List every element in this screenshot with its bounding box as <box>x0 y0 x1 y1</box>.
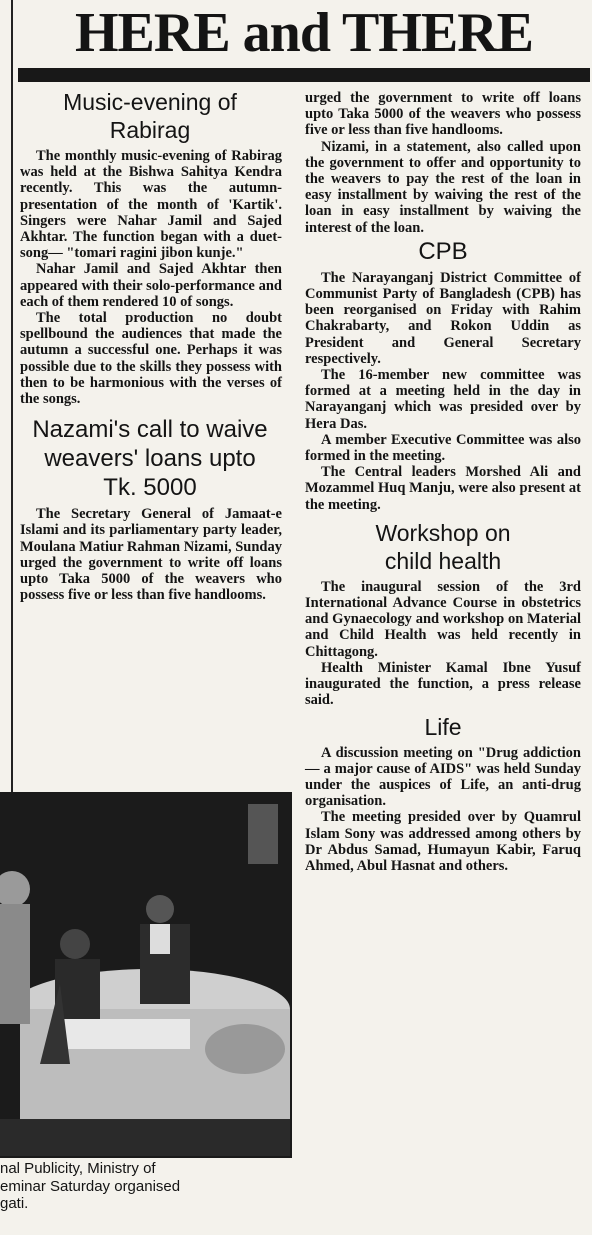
headline-music-evening: Music-evening of Rabirag <box>63 89 237 143</box>
article-paragraph: The monthly music-evening of Rabirag was held at the Bishwa Sahitya Kendra recently. This was the autumn-presentation of the month of 'Kartik'. Singers were Nahar Jamil and Sajed Akhtar. The function began with a duet-song— "tomari ragini jibon kunje." <box>20 148 282 262</box>
headline-nizami: Nazami's call to waive weavers' loans upto Tk. 5000 <box>32 416 268 502</box>
article-paragraph: A member Executive Committee was also formed in the meeting. <box>305 431 581 465</box>
article-nizami-continued <box>305 90 581 236</box>
article-cpb <box>305 238 581 513</box>
article-paragraph: The Narayanganj District Committee of Communist Party of Bangladesh (CPB) has been reorganised on Friday with Rahim Chakrabarty, and Rokon Uddin as President and General Secretary respectively. <box>305 269 581 367</box>
column-rule <box>11 0 13 792</box>
article-paragraph: The inaugural session of the 3rd International Advance Course in obstetrics and Gynaecology and workshop on Material and Child Health was held recently in Chittagong. <box>305 578 581 660</box>
article-paragraph: The 16-member new committee was formed at a meeting held in the day in Narayanganj which was presided over by Hera Das. <box>305 367 581 432</box>
masthead-title: HERE and THERE <box>74 2 534 64</box>
left-column <box>20 88 282 604</box>
article-paragraph: Health Minister Kamal Ibne Yusuf inaugurated the function, a press release said. <box>305 659 581 709</box>
caption-line: eminar Saturday organised <box>0 1177 181 1195</box>
news-photo <box>0 792 292 1158</box>
article-paragraph: The Central leaders Morshed Ali and Mozammel Huq Manju, were also present at the meeting. <box>305 464 581 513</box>
headline-workshop: Workshop on child health <box>375 519 511 574</box>
article-paragraph: The Secretary General of Jamaat-e Islami and its parliamentary party leader, Moulana Matiur Rahman Nizami, Sunday urged the government to write off loans upto Taka 5000 of the weavers who possess five or less than five handlooms. <box>20 506 282 604</box>
photo-caption <box>0 1160 292 1213</box>
article-music-evening <box>20 88 282 407</box>
caption-line: gati. <box>0 1195 29 1212</box>
article-paragraph: urged the government to write off loans upto Taka 5000 of the weavers who possess five or less than five handlooms. <box>305 90 581 139</box>
masthead-rule-bar <box>18 68 590 82</box>
article-paragraph: The meeting presided over by Quamrul Islam Sony was addressed among others by Dr Abdus Samad, Humayun Kabir, Faruq Ahmed, Abul Hasnat and others. <box>305 809 581 874</box>
article-paragraph: The total production no doubt spellbound the audiences that made the autumn a successful one. Perhaps it was possible due to the skills they possess with then to be harmonious with the verses of the songs. <box>20 310 282 408</box>
right-column <box>305 90 581 874</box>
article-nizami <box>20 415 282 604</box>
article-paragraph: Nizami, in a statement, also called upon the government to offer and opportunity to the weavers to pay the rest of the loan in easy installment by waiving the rest of the loan in easy installment by waiving the interest of the loan. <box>305 138 581 236</box>
article-life <box>305 713 581 875</box>
article-paragraph: A discussion meeting on "Drug addiction — a major cause of AIDS" was held Sunday under the auspices of Life, an anti-drug organisation. <box>305 744 581 810</box>
article-paragraph: Nahar Jamil and Sajed Akhtar then appeared with their solo-performance and each of them rendered 10 of songs. <box>20 261 282 310</box>
headline-life: Life <box>424 713 462 740</box>
seminar-photo-image <box>0 794 290 1156</box>
headline-cpb: CPB <box>418 237 468 265</box>
caption-line: nal Publicity, Ministry of <box>0 1160 156 1177</box>
article-workshop <box>305 519 581 709</box>
